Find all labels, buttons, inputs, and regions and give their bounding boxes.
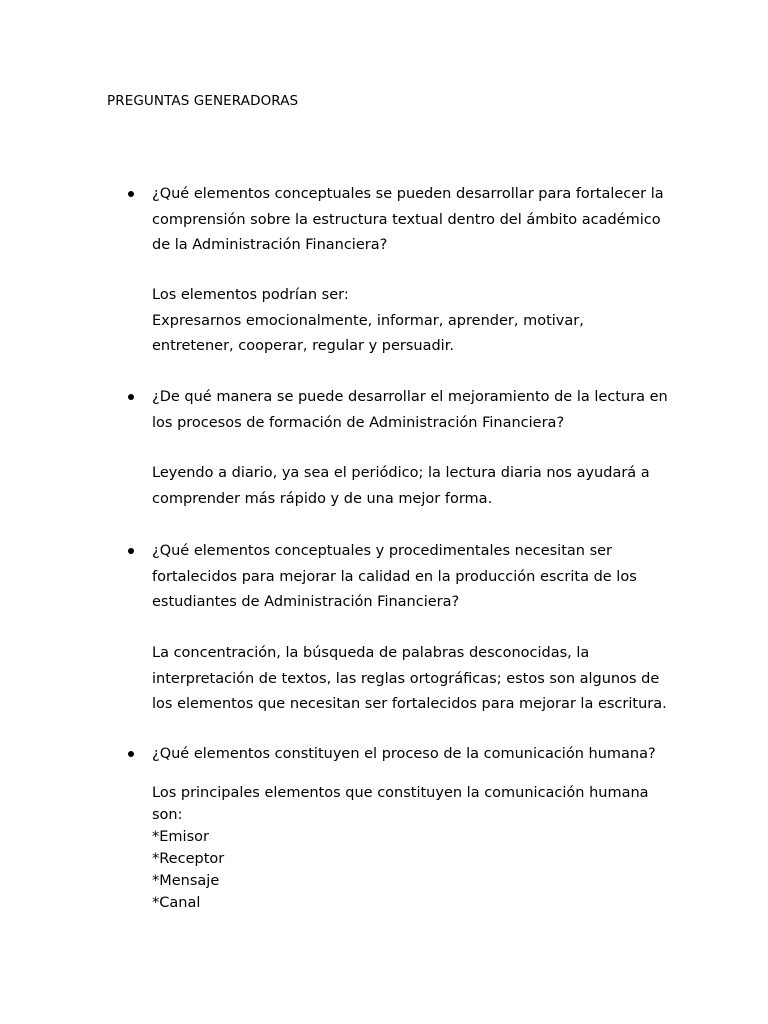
question-text-4 (152, 742, 672, 768)
question-line: ¿Qué elementos conceptuales se pueden desarrollar para fortalecer la (152, 186, 664, 202)
answer-line: interpretación de textos, las reglas ortográficas; estos son algunos de (152, 670, 660, 687)
answer-text-4 (152, 782, 672, 914)
bullet-icon (128, 394, 134, 400)
question-text-3 (152, 539, 672, 616)
answer-line: Los principales elementos que constituyen la comunicación humana (152, 785, 649, 801)
answer-line: comprender más rápido y de una mejor forma. (152, 490, 493, 507)
answer-line: La concentración, la búsqueda de palabras desconocidas, la (152, 645, 590, 661)
document-title: PREGUNTAS GENERADORAS (107, 93, 299, 109)
answer-line: Leyendo a diario, ya sea el periódico; la lectura diaria nos ayudará a (152, 465, 650, 481)
bullet-icon (128, 548, 134, 554)
list-item-receptor: *Receptor (152, 851, 225, 867)
answer-line: entretener, cooperar, regular y persuadir. (152, 338, 454, 354)
list-item-mensaje: *Mensaje (152, 873, 220, 889)
bullet-icon (128, 751, 134, 757)
question-line: ¿Qué elementos constituyen el proceso de la comunicación humana? (152, 746, 656, 762)
list-item-emisor: *Emisor (152, 829, 209, 845)
question-line: fortalecidos para mejorar la calidad en la producción escrita de los (152, 568, 637, 585)
question-line: ¿De qué manera se puede desarrollar el mejoramiento de la lectura en (152, 389, 668, 405)
answer-line: son: (152, 807, 183, 823)
answer-line: Los elementos podrían ser: (152, 287, 349, 303)
question-line: estudiantes de Administración Financiera? (152, 594, 460, 610)
question-line: los procesos de formación de Administración Financiera? (152, 414, 565, 431)
question-text-1 (152, 182, 672, 259)
answer-line: Expresarnos emocionalmente, informar, aprender, motivar, (152, 312, 584, 329)
answer-line: los elementos que necesitan ser fortalecidos para mejorar la escritura. (152, 696, 667, 712)
answer-text-1 (152, 283, 672, 360)
answer-text-3 (152, 641, 672, 718)
question-line: ¿Qué elementos conceptuales y procedimentales necesitan ser (152, 543, 613, 559)
answer-text-2 (152, 461, 672, 512)
question-line: comprensión sobre la estructura textual dentro del ámbito académico (152, 211, 661, 228)
list-item-canal: *Canal (152, 895, 201, 911)
bullet-icon (128, 191, 134, 197)
question-text-2 (152, 385, 672, 436)
question-line: de la Administración Financiera? (152, 237, 388, 253)
